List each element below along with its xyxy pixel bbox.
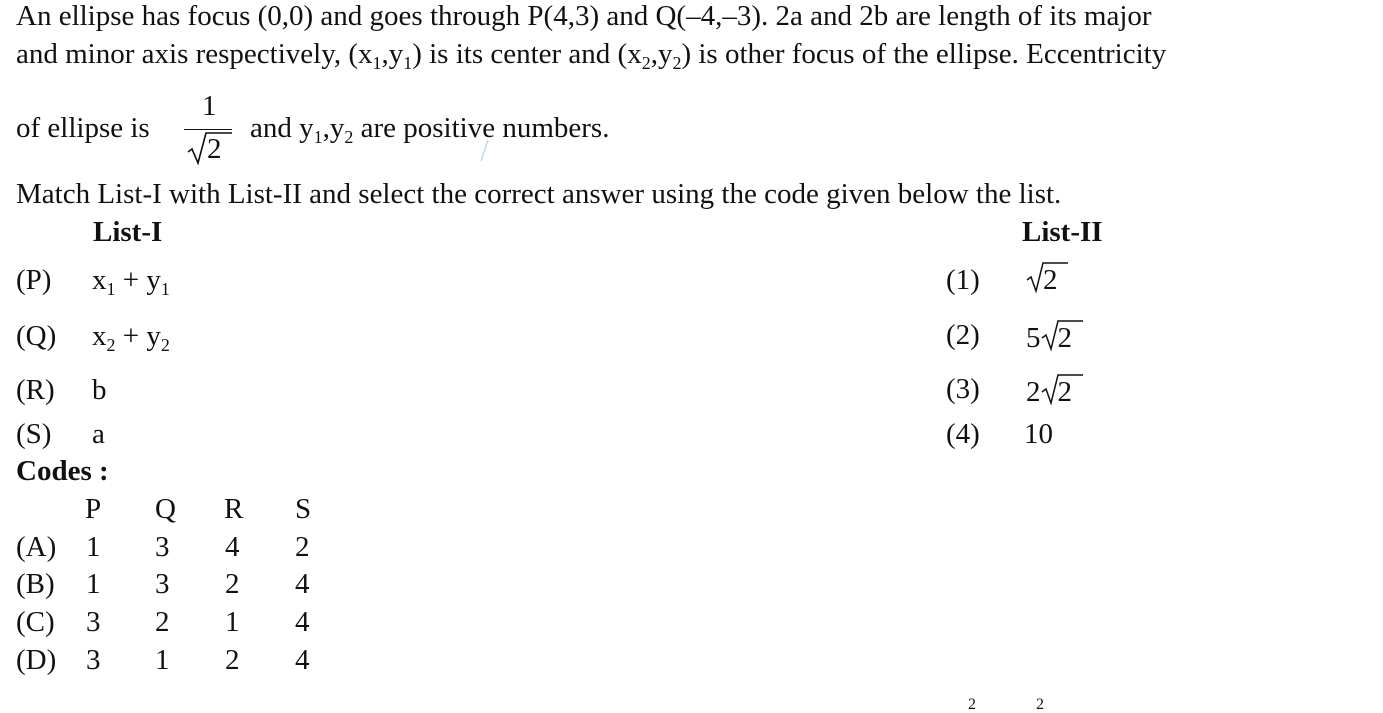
codes-option-label: (B) xyxy=(16,568,55,600)
codes-cell: 3 xyxy=(86,644,101,676)
codes-column-header: Q xyxy=(155,493,176,525)
list-1-item-value: $x_2 + y_2$ xyxy=(92,320,170,355)
codes-column-header: P xyxy=(85,493,102,525)
question-line-3-start: of ellipse is xyxy=(16,112,150,144)
list-2-item-value: 5 2 xyxy=(1026,324,1072,353)
codes-cell: 2 xyxy=(155,606,170,638)
list-1-item-value: b xyxy=(92,374,107,406)
codes-cell: 2 xyxy=(225,568,240,600)
sqrt-sign-icon xyxy=(1026,262,1070,296)
subscript: 2 xyxy=(641,52,651,73)
codes-cell: 4 xyxy=(225,531,240,563)
radicand: 2 xyxy=(207,133,222,165)
codes-option-label: (D) xyxy=(16,644,57,676)
codes-cell: 1 xyxy=(155,644,170,676)
list-2-item-value: 2 xyxy=(1026,266,1058,295)
list-1-item-label: (R) xyxy=(16,374,55,406)
sqrt-sign-icon xyxy=(1041,320,1085,354)
codes-column-header: S xyxy=(295,493,312,525)
list-2-item-label: (4) xyxy=(946,418,980,450)
codes-cell: 2 xyxy=(295,531,310,563)
list-2-item-value: 10 xyxy=(1024,418,1053,450)
list-2-item-label: (1) xyxy=(946,264,980,296)
fraction-denominator xyxy=(186,132,232,164)
codes-cell: 4 xyxy=(295,606,310,638)
text-fragment: ) is its center and (x xyxy=(412,38,642,70)
eccentricity-fraction xyxy=(184,90,234,170)
list-1-heading: List-I xyxy=(93,216,163,248)
cut-off-superscript: 2 xyxy=(1036,696,1044,713)
text-fragment: are positive numbers. xyxy=(360,112,610,144)
subscript: 1 xyxy=(313,126,323,147)
list-1-item-label: (P) xyxy=(16,264,52,296)
text-fragment: ) is other focus of the ellipse. Eccentricity xyxy=(681,38,1167,70)
subscript: 1 xyxy=(403,52,413,73)
fraction-bar xyxy=(184,129,232,130)
subscript: 2 xyxy=(344,126,354,147)
codes-cell: 3 xyxy=(86,606,101,638)
question-line-1: An ellipse has focus (0,0) and goes through P(4,3) and Q(–4,–3). 2a and 2b are length of its major xyxy=(16,0,1152,32)
codes-cell: 1 xyxy=(86,531,101,563)
codes-option-label: (A) xyxy=(16,531,57,563)
list-1-item-value: $x_1 + y_1$ xyxy=(92,264,170,299)
list-1-item-label: (S) xyxy=(16,418,52,450)
codes-heading: Codes : xyxy=(16,455,109,487)
subscript: 1 xyxy=(372,52,382,73)
codes-cell: 3 xyxy=(155,568,170,600)
codes-cell: 2 xyxy=(225,644,240,676)
question-line-3-end xyxy=(250,112,610,147)
text-fragment: ,y xyxy=(322,112,345,144)
codes-cell: 4 xyxy=(295,644,310,676)
list-2-item-label: (3) xyxy=(946,373,980,405)
codes-cell: 1 xyxy=(86,568,101,600)
question-line-2 xyxy=(16,38,1167,73)
list-1-item-label: (Q) xyxy=(16,320,57,352)
text-fragment: ,y xyxy=(381,38,404,70)
text-fragment: ,y xyxy=(650,38,673,70)
text-fragment: and minor axis respectively, (x xyxy=(16,38,373,70)
cut-off-superscript: 2 xyxy=(968,696,976,713)
list-2-item-value: 2 2 xyxy=(1026,378,1072,407)
instruction-line: Match List-I with List-II and select the correct answer using the code given below the list. xyxy=(16,178,1062,210)
stray-pen-mark xyxy=(478,138,490,164)
codes-option-label: (C) xyxy=(16,606,55,638)
list-2-item-label: (2) xyxy=(946,319,980,351)
sqrt-sign-icon xyxy=(1041,374,1085,408)
codes-cell: 3 xyxy=(155,531,170,563)
fraction-numerator: 1 xyxy=(202,90,217,122)
list-1-item-value: a xyxy=(92,418,105,450)
codes-cell: 4 xyxy=(295,568,310,600)
codes-cell: 1 xyxy=(225,606,240,638)
subscript: 2 xyxy=(672,52,682,73)
list-2-heading: List-II xyxy=(1022,216,1103,248)
text-fragment: and y xyxy=(250,112,314,144)
codes-column-header: R xyxy=(224,493,244,525)
